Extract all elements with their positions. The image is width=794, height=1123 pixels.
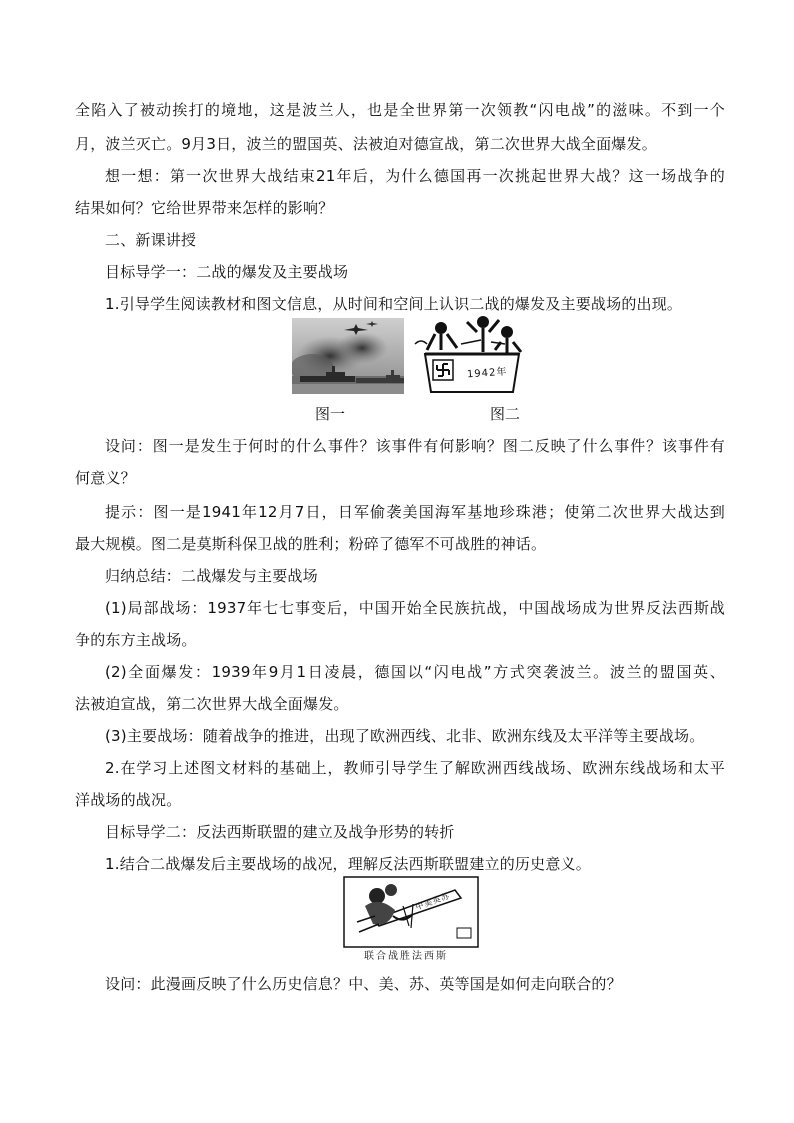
figure-two-caption: 图二 — [490, 405, 521, 423]
cartoon-year-label: 1942年 — [466, 366, 508, 381]
paragraph-line: (3)主要战场：随着战争的推进，出现了欧洲西线、北非、欧洲东线及太平洋等主要战场。 — [105, 727, 705, 745]
figure-two-cartoon — [411, 314, 531, 396]
paragraph-line: 2.在学习上述图文材料的基础上，教师引导学生了解欧洲西线战场、欧洲东线战场和太平 — [105, 759, 725, 777]
allied-victory-cartoon — [343, 876, 479, 948]
subsection-heading: 目标导学二：反法西斯联盟的建立及战争形势的转折 — [105, 823, 455, 841]
paragraph-line: 何意义？ — [75, 469, 136, 487]
figure-one-caption: 图一 — [315, 405, 346, 423]
paragraph-line: 结果如何？它给世界带来怎样的影响？ — [75, 199, 334, 217]
summary-heading: 归纳总结：二战爆发与主要战场 — [105, 567, 318, 585]
paragraph-line: 全陷入了被动挨打的境地，这是波兰人，也是全世界第一次领教“闪电战”的滋味。不到一个 — [75, 101, 725, 119]
paragraph-line: (2)全面爆发：1939年9月1日凌晨，德国以“闪电战”方式突袭波兰。波兰的盟国英、 — [105, 663, 725, 681]
paragraph-line: 法被迫宣战，第二次世界大战全面爆发。 — [75, 695, 349, 713]
paragraph-line: 提示：图一是1941年12月7日，日军偷袭美国海军基地珍珠港；使第二次世界大战达到 — [105, 503, 725, 521]
paragraph-line: 1.结合二战爆发后主要战场的战况，理解反法西斯联盟建立的历史意义。 — [105, 855, 591, 873]
paragraph-line: 1.引导学生阅读教材和图文信息，从时间和空间上认识二战的爆发及主要战场的出现。 — [105, 295, 683, 313]
section-heading: 二、新课讲授 — [105, 231, 197, 249]
cartoon-banner-text: 中美英苏 — [414, 891, 452, 912]
paragraph-line: 设问：图一是发生于何时的什么事件？该事件有何影响？图二反映了什么事件？该事件有 — [105, 437, 725, 455]
paragraph-line: 月，波兰灭亡。9月3日，波兰的盟国英、法被迫对德宣战，第二次世界大战全面爆发。 — [75, 135, 657, 153]
paragraph-line: 想一想：第一次世界大战结束21年后，为什么德国再一次挑起世界大战？这一场战争的 — [105, 167, 725, 185]
paragraph-line: (1)局部战场：1937年七七事变后，中国开始全民族抗战，中国战场成为世界反法西斯战 — [105, 599, 725, 617]
paragraph-line: 设问：此漫画反映了什么历史信息？中、美、苏、英等国是如何走向联合的？ — [105, 975, 622, 993]
paragraph-line: 争的东方主战场。 — [75, 631, 197, 649]
subsection-heading: 目标导学一：二战的爆发及主要战场 — [105, 263, 349, 281]
cartoon-caption: 联合战胜法西斯 — [364, 951, 448, 962]
paragraph-line: 最大规模。图二是莫斯科保卫战的胜利；粉碎了德军不可战胜的神话。 — [75, 535, 547, 553]
paragraph-line: 洋战场的战况。 — [75, 791, 182, 809]
figure-one-photo — [292, 318, 404, 394]
